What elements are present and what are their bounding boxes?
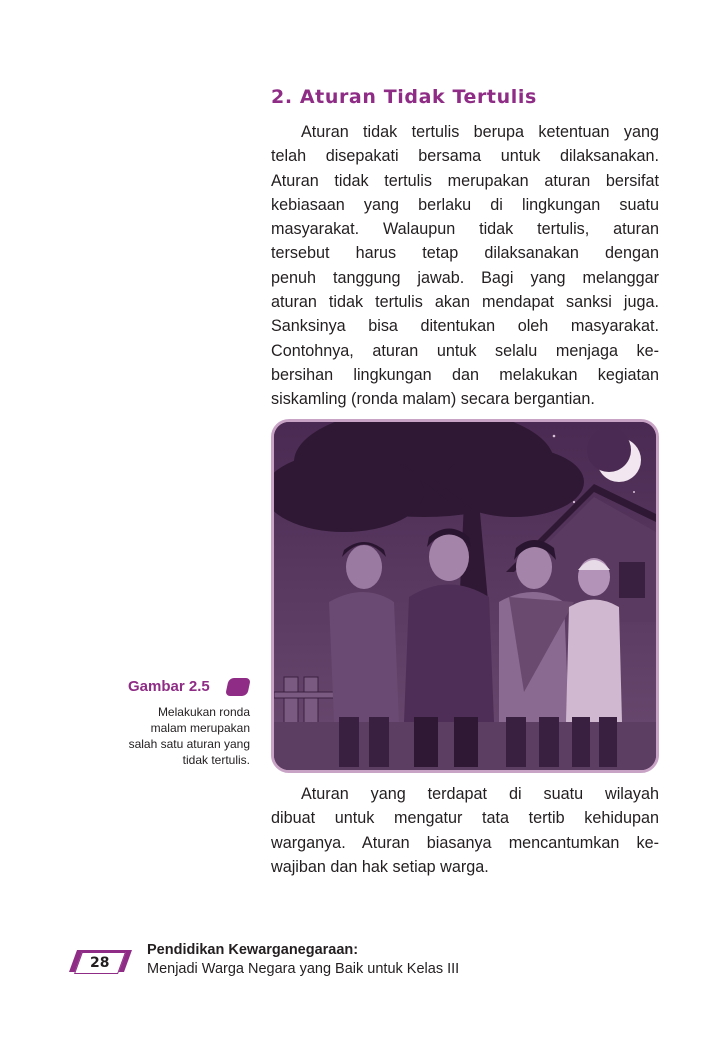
text-line: Aturan yang terdapat di suatu wilayah	[301, 785, 659, 803]
text-line: aturan tidak tertulis akan mendapat sanksi juga.	[271, 293, 659, 312]
figure-caption	[110, 704, 250, 768]
page-number	[74, 952, 126, 974]
caption-line: malam merupakan	[150, 721, 250, 735]
text-line: Aturan tidak tertulis berupa ketentuan yang	[301, 123, 659, 141]
footer-book-title: Pendidikan Kewarganegaraan:	[147, 942, 359, 958]
text-line: wajiban dan hak setiap warga.	[271, 857, 489, 876]
caption-line: tidak tertulis.	[182, 753, 250, 767]
caption-line: salah satu aturan yang	[128, 737, 250, 751]
text-line: warganya. Aturan biasanya mencantumkan ke-	[271, 833, 659, 852]
text-line: kebiasaan yang berlaku di lingkungan suatu	[271, 195, 659, 214]
paragraph-aturan-tidak-tertulis	[271, 120, 659, 412]
figure-badge-icon	[225, 678, 251, 696]
text-line: bersihan lingkungan dan melakukan kegiatan	[271, 365, 659, 384]
text-line: Sanksinya bisa ditentukan oleh masyarakat.	[271, 317, 659, 336]
text-line: masyarakat. Walaupun tidak tertulis, aturan	[271, 220, 659, 239]
text-line: tersebut harus tetap dilaksanakan dengan	[271, 244, 659, 263]
text-line: penuh tanggung jawab. Bagi yang melanggar	[271, 268, 659, 287]
text-line: siskamling (ronda malam) secara bergantian.	[271, 390, 595, 409]
text-line: Aturan tidak tertulis merupakan aturan bersifat	[271, 171, 659, 190]
ronda-malam-illustration	[271, 419, 659, 773]
figure-label: Gambar 2.5	[128, 678, 210, 695]
text-line: dibuat untuk mengatur tata tertib kehidupan	[271, 809, 659, 828]
footer-book-subtitle: Menjadi Warga Negara yang Baik untuk Kelas III	[147, 961, 460, 977]
text-line: telah disepakati bersama untuk dilaksanakan.	[271, 147, 659, 166]
caption-line: Melakukan ronda	[157, 705, 250, 719]
section-heading: 2. Aturan Tidak Tertulis	[271, 86, 537, 108]
paragraph-aturan-wilayah	[271, 782, 659, 879]
text-line: Contohnya, aturan untuk selalu menjaga ke-	[271, 341, 659, 360]
page-number-text: 28	[90, 955, 110, 971]
